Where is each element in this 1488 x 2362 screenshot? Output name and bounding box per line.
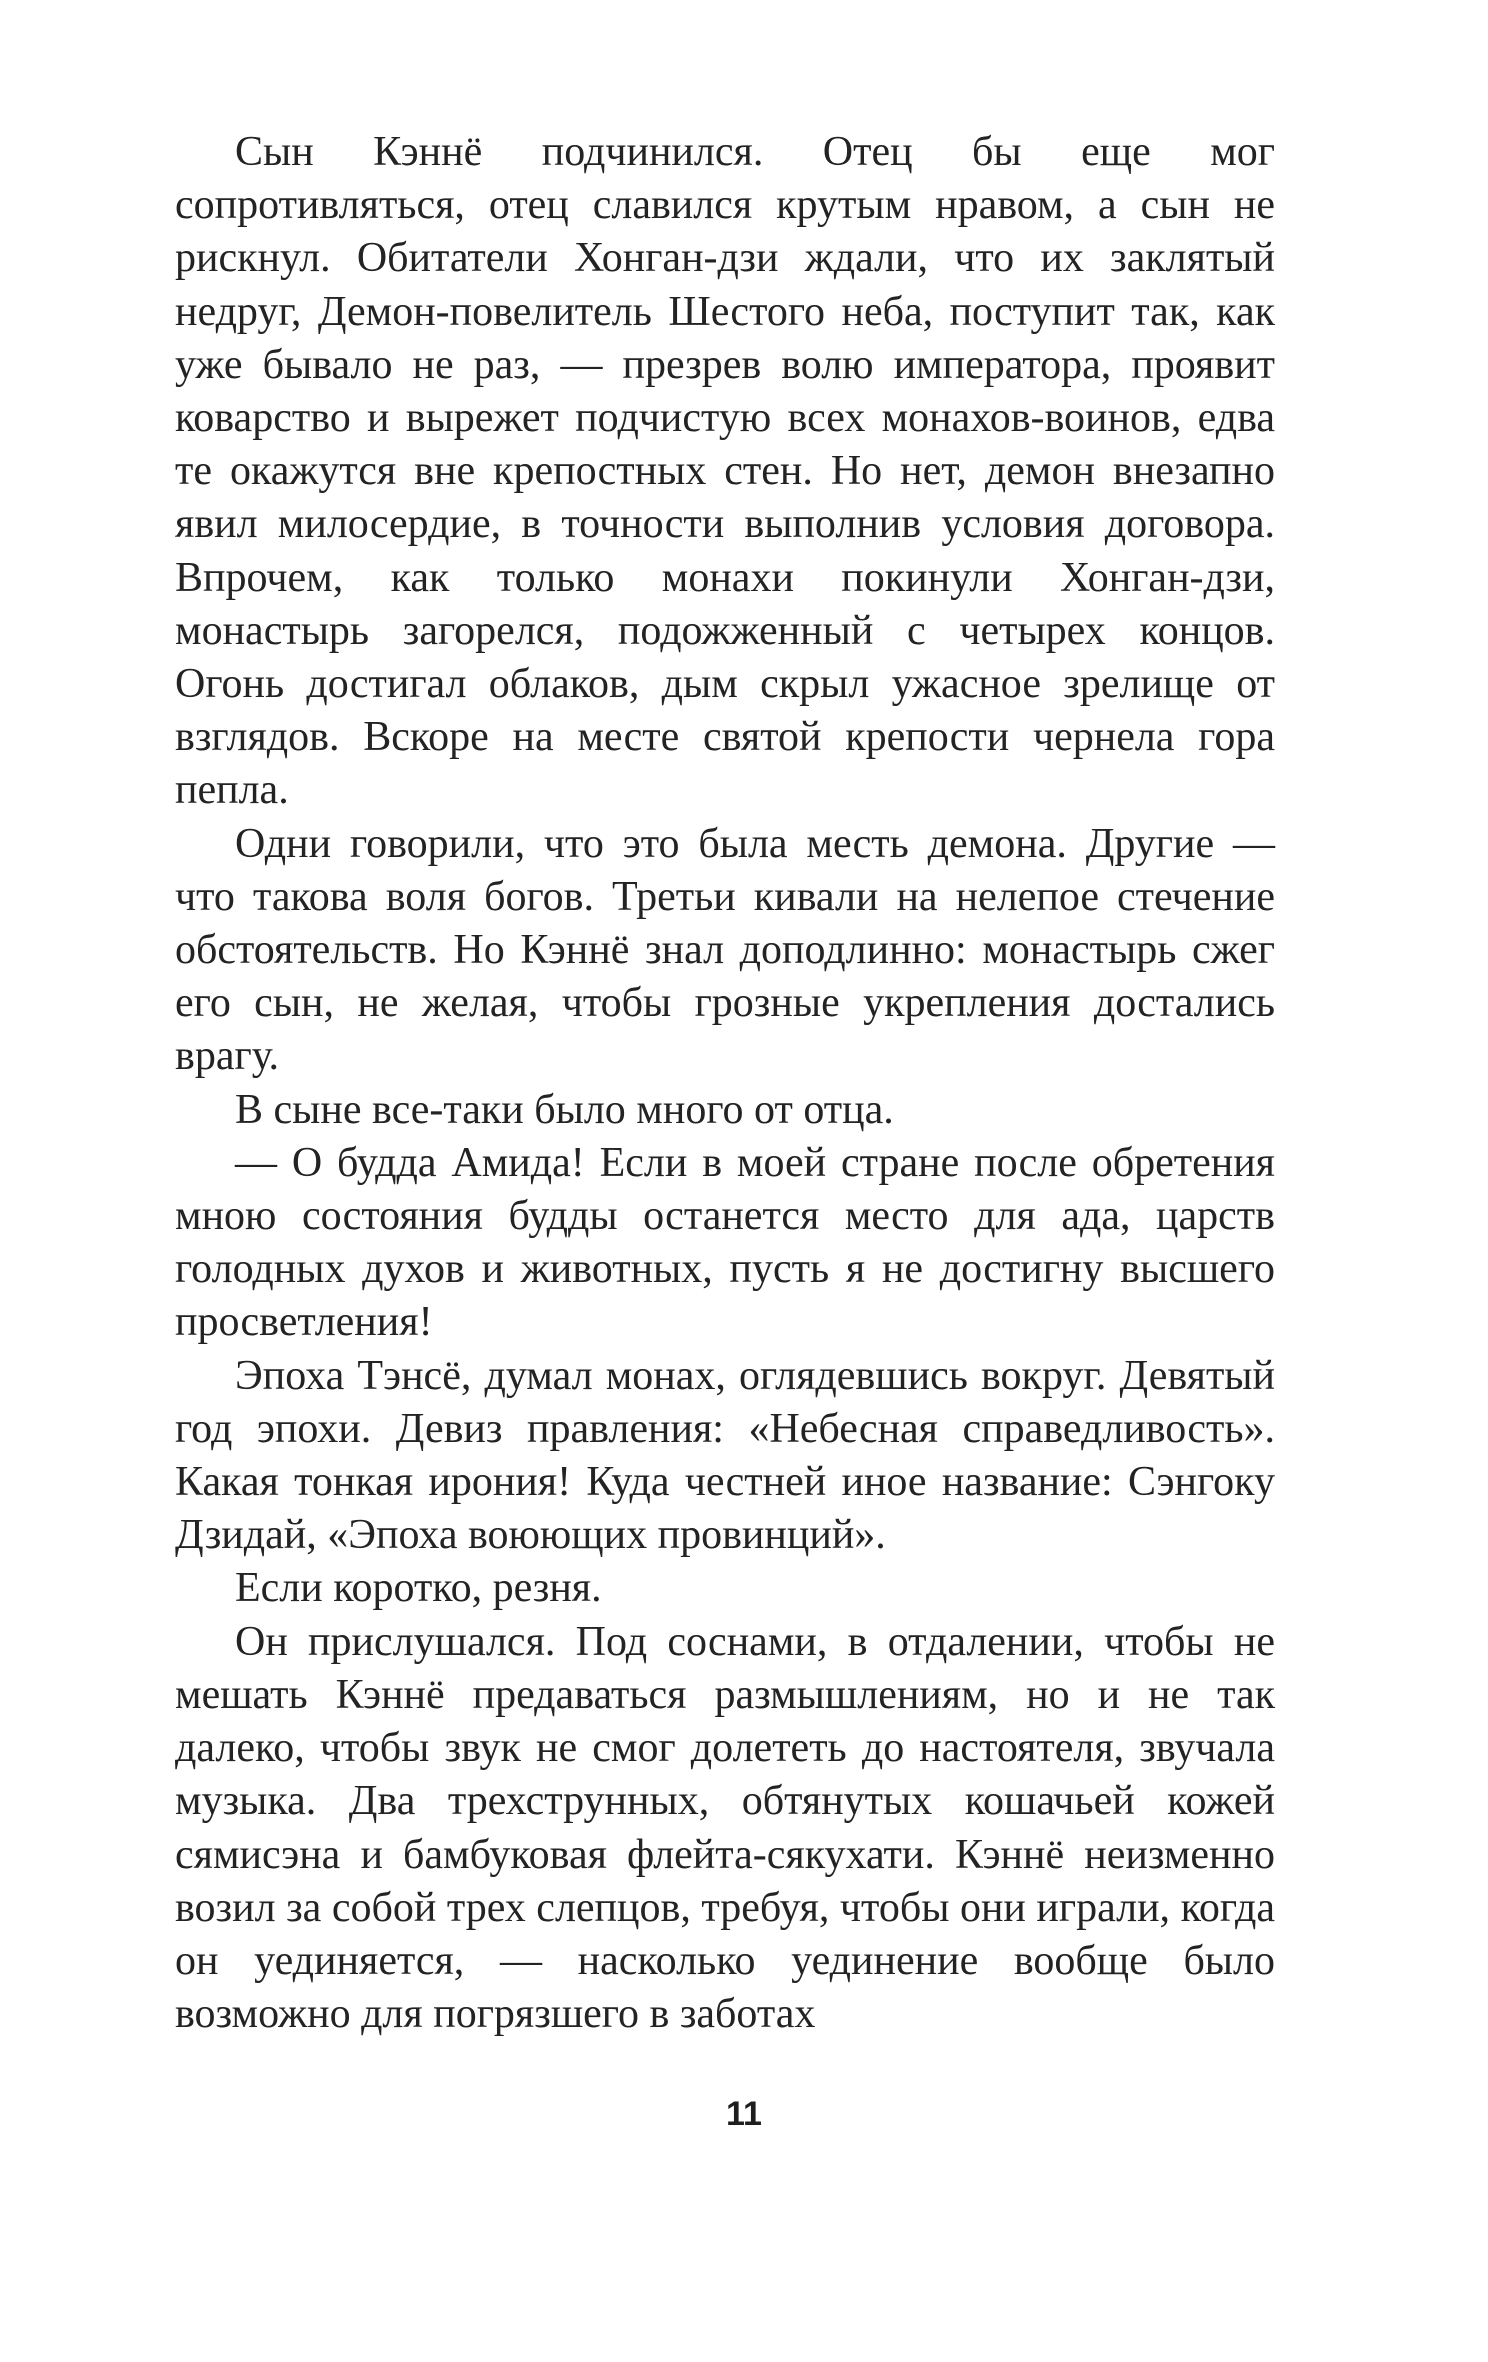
paragraph-6: Если коротко, резня.: [235, 1565, 602, 1612]
paragraph-7: Он прислушался. Под соснами, в отдалении, чтобы не мешать Кэннё предаваться размышлениям, но и не так далеко, чтобы звук не смог долететь до настоятеля, звучала музыка. Два трехструнных, обтянутых кошачьей кожей сямисэна и бамбуковая флейта-сякухати. Кэннё неизменно возил за собой трех слепцов, требуя, чтобы они играли, когда он уединяется, — насколько уединение вообще было возможно для погрязшего в заботах: [175, 1618, 1275, 2038]
paragraph-4: — О будда Амида! Если в моей стране после обретения мною состояния будды останется место для ада, царств голодных духов и животных, пусть я не достигну высшего просветления!: [175, 1139, 1275, 1346]
paragraph-2: Одни говорили, что это была месть демона. Другие — что такова воля богов. Третьи кивали на нелепое стечение обстоятельств. Но Кэннё знал доподлинно: монастырь сжег его сын, не желая, чтобы грозные укрепления достались врагу.: [175, 820, 1275, 1080]
paragraph-3: В сыне все-таки было много от отца.: [235, 1086, 894, 1133]
paragraph-5: Эпоха Тэнсё, думал монах, оглядевшись вокруг. Девятый год эпохи. Девиз правления: «Небесная справедливость». Какая тонкая ирония! Куда честней иное название: Сэнгоку Дзидай, «Эпоха воюющих провинций».: [175, 1352, 1275, 1559]
page-number: 11: [726, 2095, 762, 2133]
paragraph-1: Сын Кэннё подчинился. Отец бы еще мог сопротивляться, отец славился крутым нравом, а сын не рискнул. Обитатели Хонган-дзи ждали, что их заклятый недруг, Демон-повелитель Шестого неба, поступит так, как уже бывало не раз, — презрев волю императора, проявит коварство и вырежет подчистую всех монахов-воинов, едва те окажутся вне крепостных стен. Но нет, демон внезапно явил милосердие, в точности выполнив условия договора. Впрочем, как только монахи покинули Хонган-дзи, монастырь загорелся, подожженный с четырех концов. Огонь достигал облаков, дым скрыл ужасное зрелище от взглядов. Вскоре на месте святой крепости чернела гора пепла.: [175, 129, 1275, 814]
body-text: [175, 126, 1275, 2041]
